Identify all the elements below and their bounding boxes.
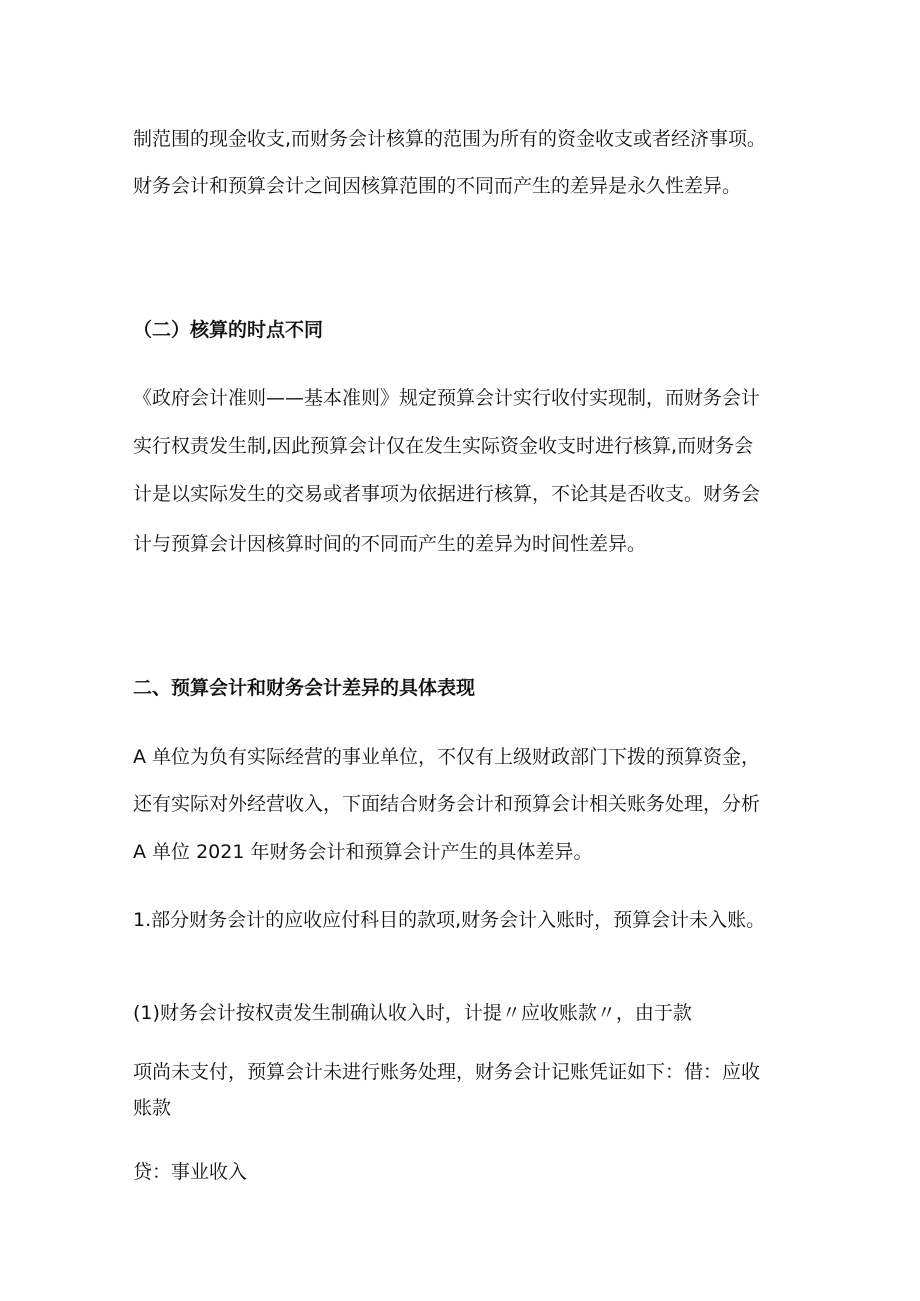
para3-line3: A 单位 2021 年财务会计和预算会计产生的具体差异。 [133, 841, 593, 863]
para3-line1: A 单位为负有实际经营的事业单位，不仅有上级财政部门下拨的预算资金， [133, 746, 761, 768]
sub-item-line3: 账款 [133, 1097, 172, 1119]
sub-item-line2: 项尚未支付，预算会计未进行账务处理，财务会计记账凭证如下：借：应收 [133, 1061, 761, 1083]
para1-line2: 财务会计和预算会计之间因核算范围的不同而产生的差异是永久性差异。 [133, 175, 742, 197]
para2-line3: 计是以实际发生的交易或者事项为依据进行核算，不论其是否收支。财务会 [133, 483, 761, 505]
section-heading: 二、预算会计和财务会计差异的具体表现 [133, 677, 476, 699]
subsection-heading: （二）核算的时点不同 [133, 319, 324, 341]
para2-line2: 实行权责发生制,因此预算会计仅在发生实际资金收支时进行核算,而财务会 [133, 435, 754, 457]
sub-item-line1: (1)财务会计按权责发生制确认收入时，计提〃应收账款〃，由于款 [133, 1002, 692, 1024]
para2-line1: 《政府会计准则——基本准则》规定预算会计实行收付实现制，而财务会计 [133, 387, 761, 409]
para2-line4: 计与预算会计因核算时间的不同而产生的差异为时间性差异。 [133, 533, 647, 555]
para1-line1: 制范围的现金收支,而财务会计核算的范围为所有的资金收支或者经济事项。 [133, 128, 767, 150]
list-item-1: 1.部分财务会计的应收应付科目的款项,财务会计入账时，预算会计未入账。 [133, 909, 766, 931]
para3-line2: 还有实际对外经营收入，下面结合财务会计和预算会计相关账务处理，分析 [133, 793, 761, 815]
credit-entry: 贷：事业收入 [133, 1161, 248, 1183]
